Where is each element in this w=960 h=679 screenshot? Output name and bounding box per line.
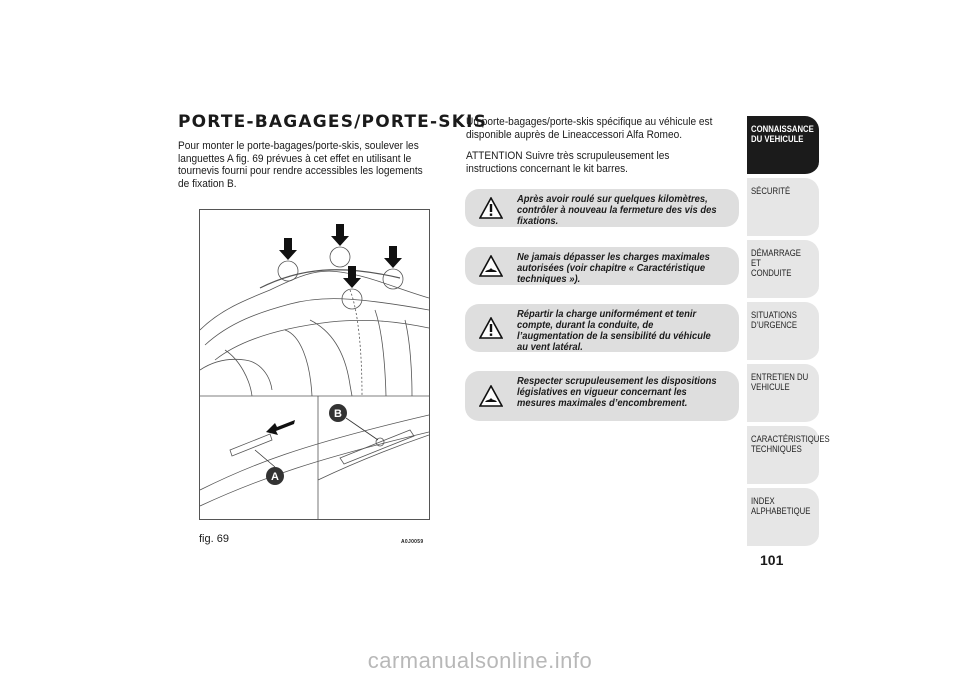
environment-warning-icon: [479, 385, 503, 407]
note-box-2: [465, 247, 739, 285]
warning-triangle-icon: [479, 197, 503, 219]
warning-triangle-icon: [479, 317, 503, 339]
tab-caracteristiques-techniques[interactable]: CARACTÉRISTIQUES TECHNIQUES: [747, 426, 819, 486]
tab-situations-urgence[interactable]: SITUATIONS D’URGENCE: [747, 302, 819, 362]
callout-b-label: B: [334, 408, 342, 420]
tab-demarrage-conduite[interactable]: DÉMARRAGE ET CONDUITE: [747, 240, 819, 300]
note-text-2: Ne jamais dépasser les charges maximales autorisées (voir chapitre « Caractéristique techniques »).: [517, 252, 710, 285]
page-number: 101: [760, 552, 784, 568]
note-text-3: Répartir la charge uniformément et tenir compte, durant la conduite, de l’augmentation de la sensibilité du véhicule au vent latéral.: [517, 309, 711, 353]
attention-paragraph: ATTENTION Suivre très scrupuleusement les instructions concernant le kit barres.: [466, 150, 670, 175]
roof-rack-illustration: [200, 210, 429, 519]
figure-code: A0J0059: [401, 539, 424, 545]
tab-connaissance-vehicule[interactable]: CONNAISSANCE DU VEHICULE: [747, 116, 819, 176]
note-box-1: [465, 189, 739, 227]
figure-caption: fig. 69: [199, 533, 229, 545]
intro-paragraph: Pour monter le porte-bagages/porte-skis, soulever les languettes A fig. 69 prévues à cet effet en utilisant le tournevis fourni pour rendre accessibles les logements de fixation B.: [178, 140, 423, 190]
callout-a-label: A: [271, 471, 279, 483]
note-text-1: Après avoir roulé sur quelques kilomètres, contrôler à nouveau la fermeture des vis des fixations.: [517, 194, 717, 227]
note-text-4: Respecter scrupuleusement les dispositions législatives en vigueur concernant les mesures maximales d’encombrement.: [517, 376, 717, 409]
footer-watermark: carmanualsonline.info: [367, 648, 593, 673]
tab-index-alphabetique[interactable]: INDEX ALPHABETIQUE: [747, 488, 819, 548]
page-title: PORTE-BAGAGES/PORTE-SKIS: [178, 112, 488, 132]
tab-entretien-vehicule[interactable]: ENTRETIEN DU VEHICULE: [747, 364, 819, 424]
note-box-4: [465, 371, 739, 421]
roof-rack-figure: [199, 209, 430, 520]
tab-securite[interactable]: SÉCURITÉ: [747, 178, 819, 238]
note-box-3: [465, 304, 739, 352]
environment-warning-icon: [479, 255, 503, 277]
availability-paragraph: Un porte-bagages/porte-skis spécifique au véhicule est disponible auprès de Lineaccessori Alfa Romeo.: [466, 116, 713, 141]
